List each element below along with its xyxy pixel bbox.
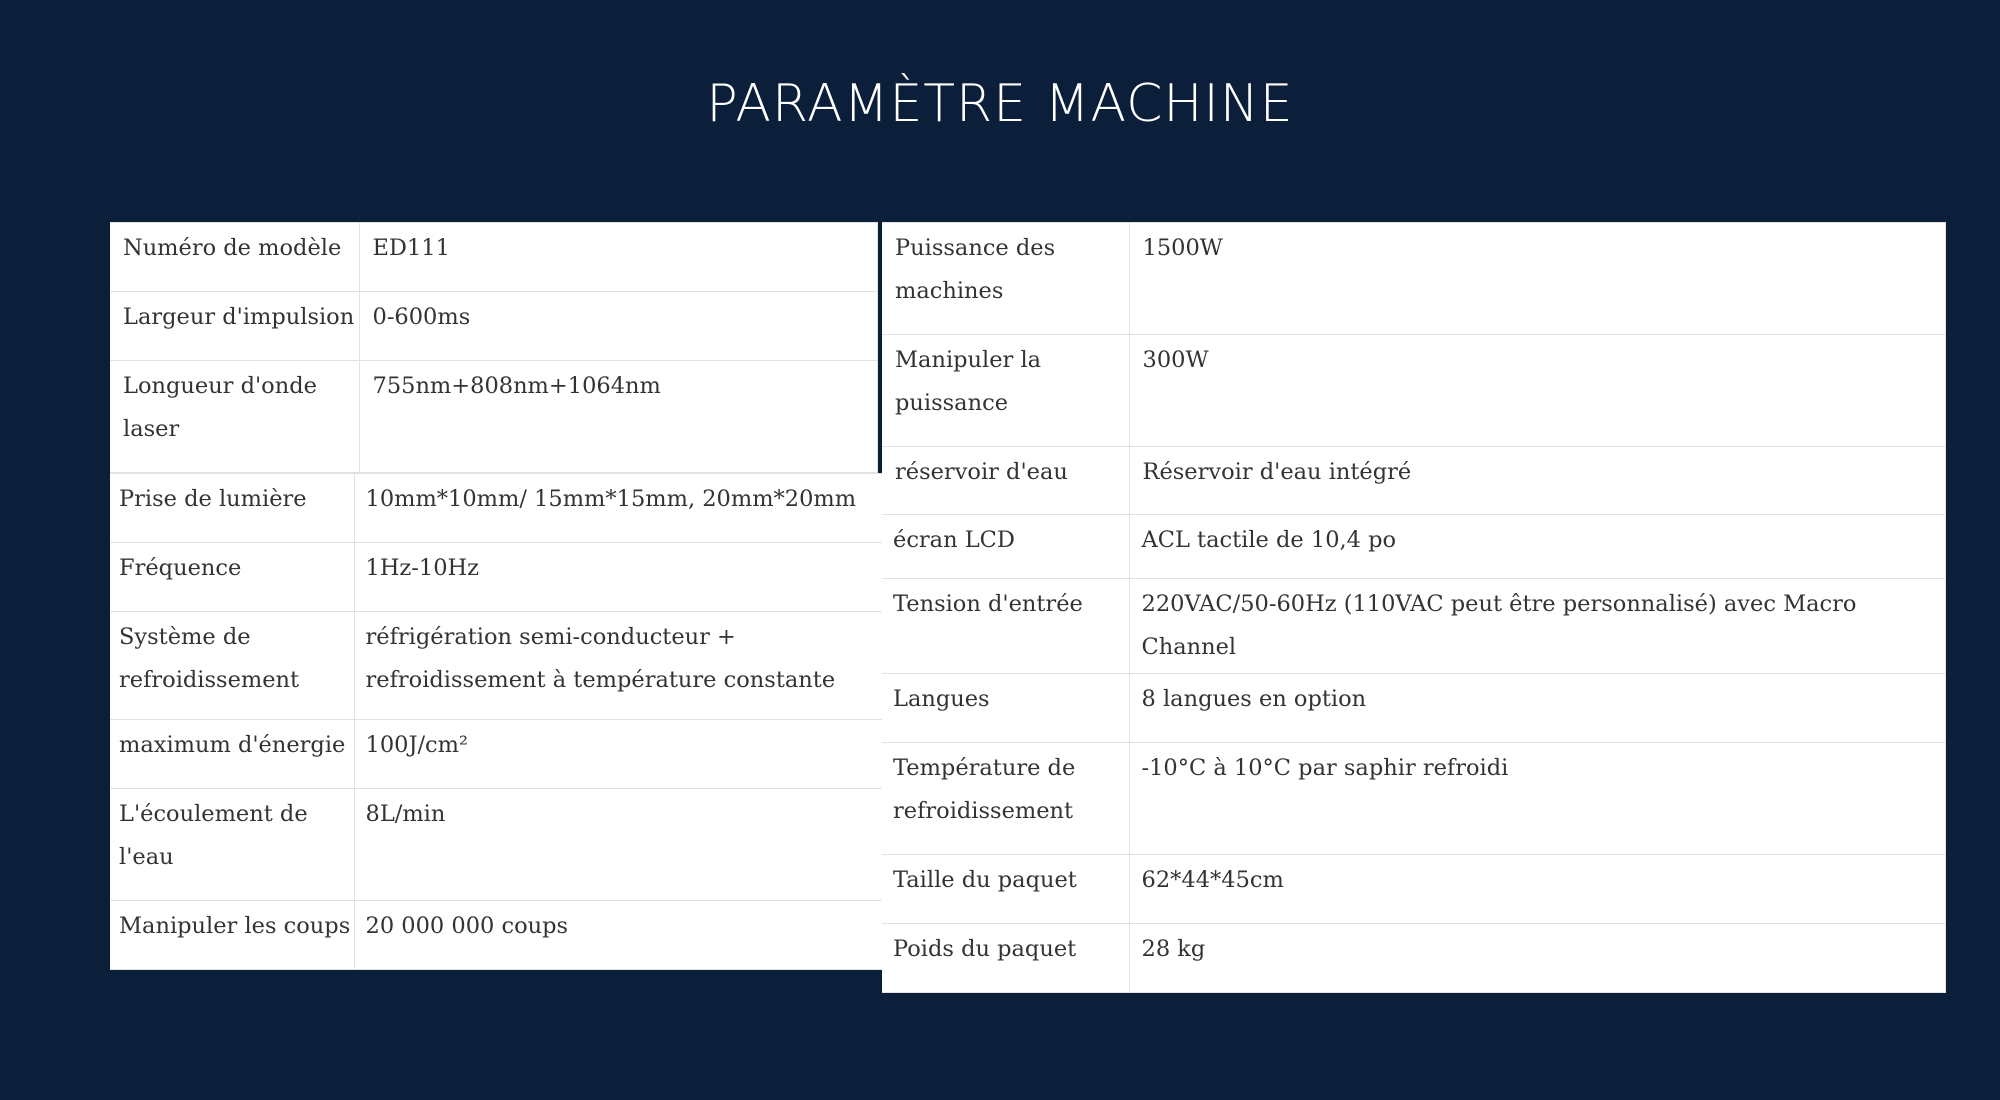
table-row	[882, 447, 1946, 516]
row-label: Poids du paquet	[882, 924, 1129, 993]
table-row	[110, 901, 884, 970]
row-label: Système de refroidissement	[110, 612, 354, 720]
table-row	[882, 924, 1946, 993]
row-label: L'écoulement de l'eau	[110, 789, 354, 901]
row-label: Tension d'entrée	[882, 579, 1129, 674]
row-value: 1500W	[1129, 223, 1946, 335]
row-label: Prise de lumière	[110, 474, 354, 543]
spec-table-left-bottom	[110, 473, 884, 970]
row-value: 10mm*10mm/ 15mm*15mm, 20mm*20mm	[354, 474, 884, 543]
table-row	[110, 223, 878, 292]
row-label: Manipuler les coups	[110, 901, 354, 970]
row-value: réfrigération semi-conducteur + refroidissement à température constante	[354, 612, 884, 720]
table-row	[882, 674, 1946, 743]
row-label: Fréquence	[110, 543, 354, 612]
page-title: PARAMÈTRE MACHINE	[706, 74, 1294, 134]
row-label: écran LCD	[882, 515, 1129, 579]
row-value: Réservoir d'eau intégré	[1129, 447, 1946, 516]
row-value: 8L/min	[354, 789, 884, 901]
spec-table-right-top	[882, 222, 1946, 516]
table-row	[110, 292, 878, 361]
row-value: 20 000 000 coups	[354, 901, 884, 970]
row-value: 220VAC/50-60Hz (110VAC peut être personnalisé) avec Macro Channel	[1129, 579, 1946, 674]
row-label: Taille du paquet	[882, 855, 1129, 924]
row-label: Numéro de modèle	[110, 223, 359, 292]
row-value: 8 langues en option	[1129, 674, 1946, 743]
row-label: maximum d'énergie	[110, 720, 354, 789]
table-row	[882, 855, 1946, 924]
row-label: réservoir d'eau	[882, 447, 1129, 516]
row-label: Largeur d'impulsion	[110, 292, 359, 361]
table-row	[882, 515, 1946, 579]
table-row	[882, 335, 1946, 447]
row-label: Puissance des machines	[882, 223, 1129, 335]
table-row	[882, 579, 1946, 674]
row-label: Manipuler la puissance	[882, 335, 1129, 447]
row-value: ACL tactile de 10,4 po	[1129, 515, 1946, 579]
table-row	[882, 743, 1946, 855]
table-row	[110, 720, 884, 789]
table-row	[110, 789, 884, 901]
row-label: Température de refroidissement	[882, 743, 1129, 855]
table-row	[110, 474, 884, 543]
table-row	[110, 361, 878, 473]
row-value: ED111	[359, 223, 878, 292]
table-row	[110, 612, 884, 720]
row-value: 300W	[1129, 335, 1946, 447]
row-label: Langues	[882, 674, 1129, 743]
spec-table-right-bottom	[882, 514, 1946, 993]
row-label: Longueur d'onde laser	[110, 361, 359, 473]
row-value: 62*44*45cm	[1129, 855, 1946, 924]
row-value: 1Hz-10Hz	[354, 543, 884, 612]
table-row	[882, 223, 1946, 335]
row-value: -10°C à 10°C par saphir refroidi	[1129, 743, 1946, 855]
table-row	[110, 543, 884, 612]
row-value: 755nm+808nm+1064nm	[359, 361, 878, 473]
row-value: 100J/cm²	[354, 720, 884, 789]
row-value: 28 kg	[1129, 924, 1946, 993]
spec-table-left-top	[110, 222, 878, 473]
row-value: 0-600ms	[359, 292, 878, 361]
